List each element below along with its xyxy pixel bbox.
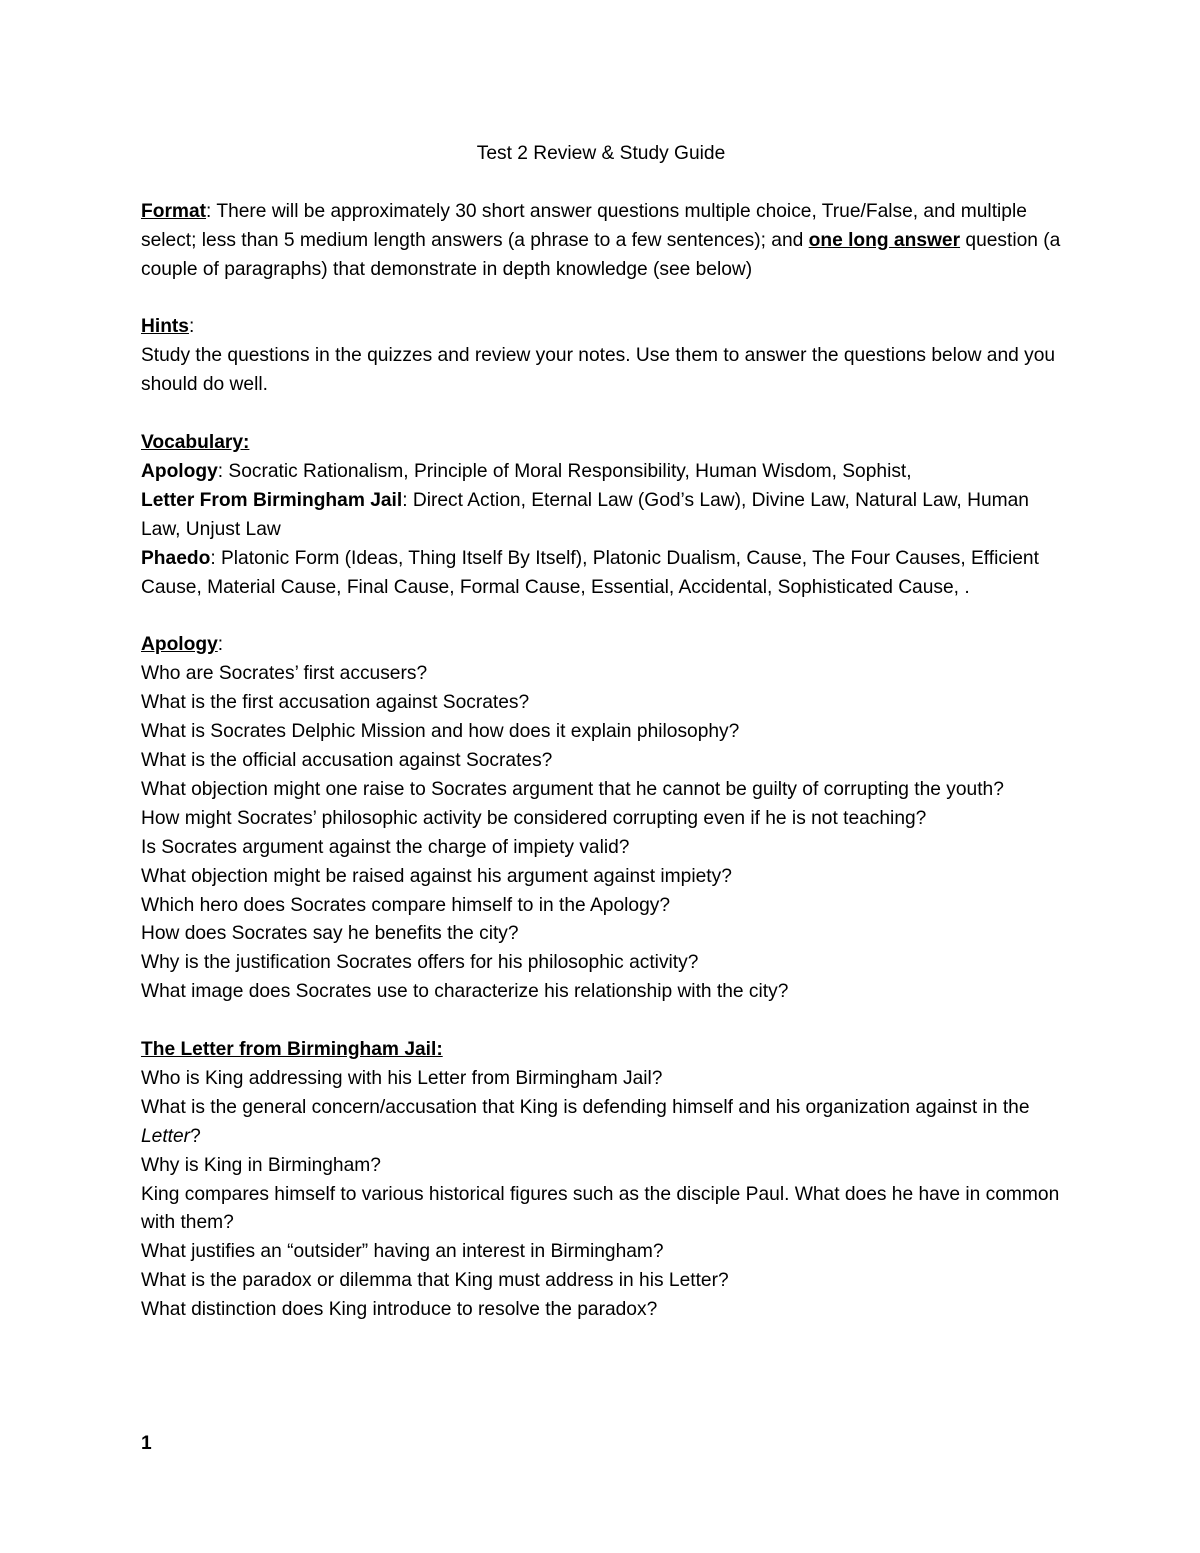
- apology-question: What objection might one raise to Socrates argument that he cannot be guilty of corrupting the youth?: [141, 778, 1004, 800]
- apology-question: What objection might be raised against his argument against impiety?: [141, 865, 732, 887]
- apology-question: Why is the justification Socrates offers for his philosophic activity?: [141, 952, 699, 974]
- apology-question: What image does Socrates use to characterize his relationship with the city?: [141, 981, 789, 1003]
- format-paragraph: [141, 198, 1061, 285]
- letter-question: What is the paradox or dilemma that King must address in his Letter?: [141, 1270, 729, 1292]
- apology-question: Which hero does Socrates compare himself to in the Apology?: [141, 894, 671, 916]
- vocab-apology-text: : Socratic Rationalism, Principle of Moral Responsibility, Human Wisdom, Sophist,: [217, 460, 912, 482]
- apology-heading: [141, 631, 1061, 660]
- hints-colon: :: [188, 316, 195, 338]
- vocabulary-colon: :: [243, 432, 250, 454]
- format-label: Format: [141, 200, 207, 222]
- vocab-letter-text: : Direct Action, Eternal Law (God’s Law), Divine Law, Natural Law, Human Law, Unjust Law: [141, 489, 1029, 540]
- letter-question: What justifies an “outsider” having an interest in Birmingham?: [141, 1241, 664, 1263]
- apology-label: Apology: [141, 634, 218, 656]
- letter-q2-italic: Letter: [141, 1125, 191, 1147]
- format-section: [141, 198, 1061, 285]
- apology-question: Is Socrates argument against the charge of impiety valid?: [141, 836, 630, 858]
- vocab-phaedo-label: Phaedo: [141, 547, 211, 569]
- hints-text: Study the questions in the quizzes and review your notes. Use them to answer the questions below and you should do well.: [141, 345, 1056, 396]
- vocabulary-heading: [141, 429, 1061, 458]
- letter-label: The Letter from Birmingham Jail:: [141, 1039, 443, 1061]
- letter-question: Why is King in Birmingham?: [141, 1154, 381, 1176]
- format-emphasis: one long answer: [808, 229, 961, 251]
- letter-section: [141, 1036, 1061, 1325]
- hints-label: Hints: [141, 316, 189, 338]
- format-text-2: question (a couple of paragraphs) that demonstrate in depth knowledge (see below): [141, 229, 1061, 280]
- letter-question: King compares himself to various historical figures such as the disciple Paul. What does he have in common with them?: [141, 1183, 1060, 1234]
- apology-question: What is Socrates Delphic Mission and how does it explain philosophy?: [141, 721, 740, 743]
- vocab-letter: [141, 487, 1061, 545]
- letter-question: Who is King addressing with his Letter from Birmingham Jail?: [141, 1067, 663, 1089]
- vocab-apology-label: Apology: [141, 460, 218, 482]
- vocabulary-label: Vocabulary: [141, 432, 244, 454]
- apology-question: What is the official accusation against Socrates?: [141, 749, 553, 771]
- apology-question: How might Socrates’ philosophic activity be considered corrupting even if he is not teaching?: [141, 807, 927, 829]
- apology-colon: :: [217, 634, 224, 656]
- format-text-1: There will be approximately 30 short answer questions multiple choice, True/False, and multiple select; less than 5 medium length answers (a phrase to a few sentences); and: [141, 200, 1027, 251]
- letter-q2-pre: What is the general concern/accusation that King is defending himself and his organization against in the: [141, 1096, 1030, 1118]
- vocab-phaedo: [141, 545, 1061, 603]
- letter-question: [141, 1094, 1061, 1152]
- vocab-phaedo-text: : Platonic Form (Ideas, Thing Itself By Itself), Platonic Dualism, Cause, The Four Causes, Efficient Cause, Material Cause, Final Cause, Formal Cause, Essential, Accidental, Sophisticated Cause, .: [141, 547, 1039, 598]
- page-number: 1: [141, 1433, 152, 1454]
- vocab-apology: [141, 458, 1061, 487]
- format-colon: :: [206, 200, 212, 222]
- apology-question: How does Socrates say he benefits the city?: [141, 923, 519, 945]
- letter-q2-post: ?: [190, 1125, 201, 1147]
- apology-question: Who are Socrates’ first accusers?: [141, 663, 428, 685]
- document-page: [141, 140, 1061, 1325]
- apology-question: What is the first accusation against Socrates?: [141, 692, 530, 714]
- vocab-letter-label: Letter From Birmingham Jail: [141, 489, 403, 511]
- vocabulary-section: [141, 429, 1061, 602]
- letter-heading: [141, 1036, 1061, 1065]
- letter-question: What distinction does King introduce to resolve the paradox?: [141, 1299, 658, 1321]
- apology-section: [141, 631, 1061, 1007]
- page-title: Test 2 Review & Study Guide: [476, 143, 726, 164]
- hints-heading: [141, 313, 1061, 342]
- hints-section: [141, 313, 1061, 400]
